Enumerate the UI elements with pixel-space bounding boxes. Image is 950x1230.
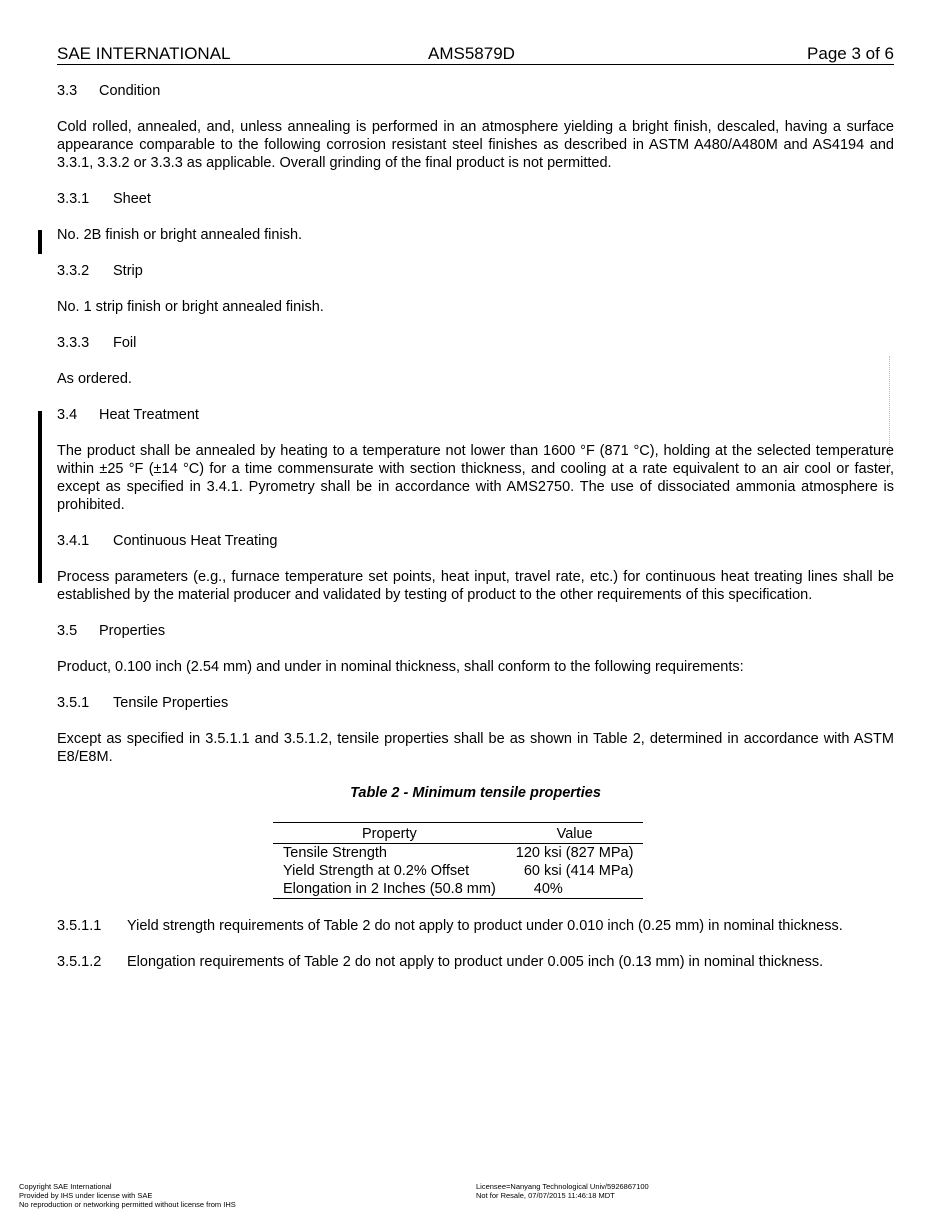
- revision-change-bar: [38, 230, 42, 254]
- section-heading-3-5-1: 3.5.1 Tensile Properties: [57, 695, 229, 711]
- footer-license: Licensee=Nanyang Technological Univ/5926867100 Not for Resale, 07/07/2015 11:46:18 MDT: [476, 1182, 649, 1200]
- section-text-3-3: Cold rolled, annealed, and, unless annealing is performed in an atmosphere yielding a bright finish, descaled, having a surface appearance comparable to the following corrosion resistant steel finishes as described in ASTM A480/A480M and AS4194 and 3.3.1, 3.3.2 or 3.3.3 as applicable. Overall grinding of the final product is not permitted.: [57, 119, 894, 171]
- table-header-value: Value: [506, 823, 644, 844]
- section-heading-3-5: 3.5 Properties: [57, 623, 166, 639]
- section-text-3-4-1: Process parameters (e.g., furnace temperature set points, heat input, travel rate, etc.) for continuous heat treating lines shall be established by the material producer and validated by testing of product to the other requirements of this specification.: [57, 569, 894, 603]
- section-heading-3-3-1: 3.3.1 Sheet: [57, 191, 151, 207]
- section-heading-3-3-2: 3.3.2 Strip: [57, 263, 143, 279]
- section-text-3-3-2: No. 1 strip finish or bright annealed finish.: [57, 299, 324, 315]
- section-text-3-3-1: No. 2B finish or bright annealed finish.: [57, 227, 303, 243]
- table-cell-value: 40%: [533, 881, 563, 897]
- footer-copyright: Copyright SAE International Provided by IHS under license with SAE No reproduction or networking permitted without license from IHS: [19, 1182, 236, 1209]
- table-header-row: [273, 823, 643, 844]
- table-row: [273, 844, 643, 863]
- section-heading-3-3-3: 3.3.3 Foil: [57, 335, 137, 351]
- table-header-property: Property: [273, 823, 506, 844]
- document-body: [57, 82, 894, 989]
- section-heading-3-3: 3.3 Condition: [57, 83, 161, 99]
- header-doc-id: AMS5879D: [428, 44, 515, 63]
- table-2-title: Table 2 - Minimum tensile properties: [350, 785, 601, 801]
- section-text-3-3-3: As ordered.: [57, 371, 132, 387]
- section-heading-3-4: 3.4 Heat Treatment: [57, 407, 199, 423]
- table-cell-value: 120 ksi (827 MPa): [515, 845, 634, 861]
- table-cell-property: Elongation in 2 Inches (50.8 mm): [283, 881, 496, 897]
- table-cell-property: Yield Strength at 0.2% Offset: [283, 863, 470, 879]
- section-text-3-4: The product shall be annealed by heating to a temperature not lower than 1600 °F (871 °C), holding at the selected temperature within ±25 °F (±14 °C) for a time commensurate with section thickness, and cooling at a rate equivalent to an air cool or faster, except as specified in 3.4.1. Pyrometry shall be in accordance with AMS2750. The use of dissociated ammonia atmosphere is prohibited.: [57, 443, 894, 513]
- table-row: [273, 862, 643, 880]
- section-text-3-5-1-2: 3.5.1.2 Elongation requirements of Table 2 do not apply to product under 0.005 inch (0.13 mm) in nominal thickness.: [57, 954, 824, 970]
- page-header: [57, 44, 894, 65]
- tensile-properties-table: [273, 822, 643, 899]
- table-cell-property: Tensile Strength: [283, 845, 387, 861]
- table-row: [273, 880, 643, 899]
- section-text-3-5: Product, 0.100 inch (2.54 mm) and under in nominal thickness, shall conform to the following requirements:: [57, 659, 744, 675]
- section-text-3-5-1: Except as specified in 3.5.1.1 and 3.5.1.2, tensile properties shall be as shown in Table 2, determined in accordance with ASTM E8/E8M.: [57, 731, 894, 765]
- header-org: SAE INTERNATIONAL: [57, 44, 231, 63]
- section-text-3-5-1-1: 3.5.1.1 Yield strength requirements of Table 2 do not apply to product under 0.010 inch (0.25 mm) in nominal thickness.: [57, 918, 843, 934]
- section-heading-3-4-1: 3.4.1 Continuous Heat Treating: [57, 533, 278, 549]
- revision-change-bar: [38, 411, 42, 583]
- header-page-number: Page 3 of 6: [807, 44, 894, 63]
- table-cell-value: 60 ksi (414 MPa): [523, 863, 634, 879]
